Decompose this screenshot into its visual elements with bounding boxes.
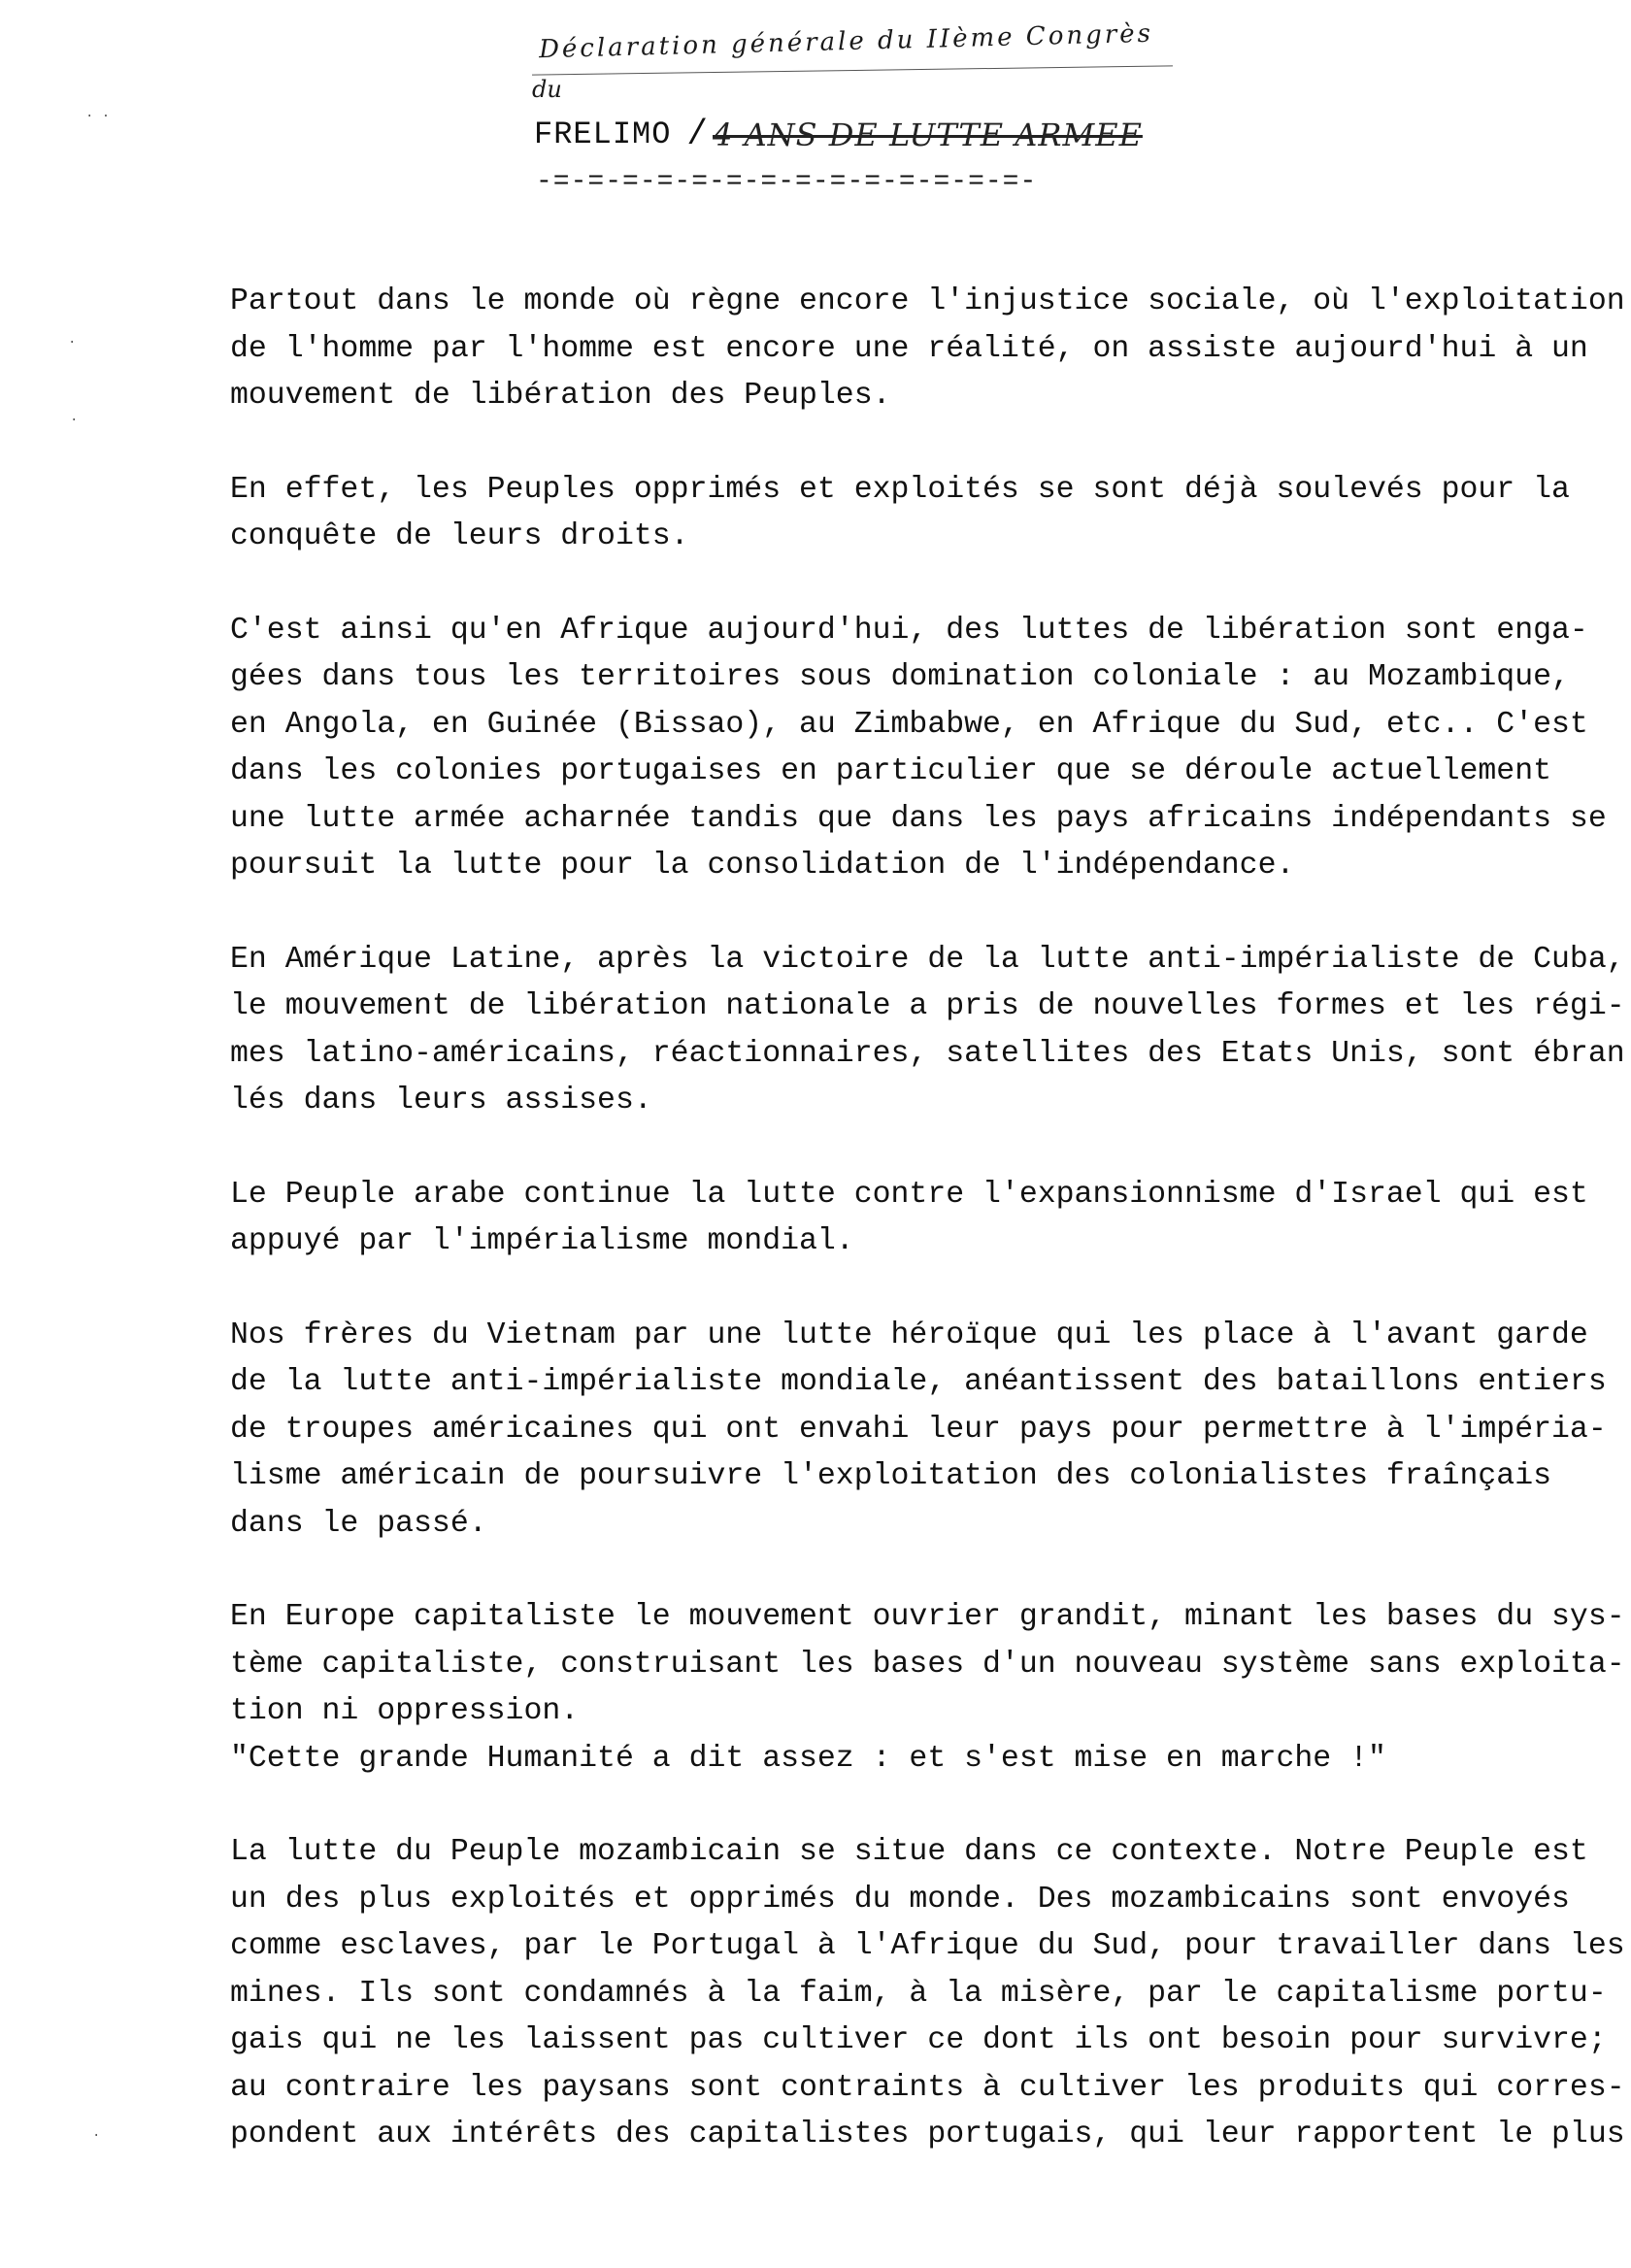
margin-mark: · · xyxy=(85,109,111,124)
paragraph xyxy=(230,467,1589,561)
text-line: au contraire les paysans sont contraints à cultiver les produits qui corres- xyxy=(230,2070,1625,2105)
handwritten-bracket: / xyxy=(686,115,710,154)
text-line: poursuit la lutte pour la consolidation de l'indépendance. xyxy=(230,849,1295,883)
paragraph xyxy=(230,1594,1625,1783)
paragraph xyxy=(230,1829,1625,2159)
heading-rule: -=-=-=-=-=-=-=-=-=-=-=-=-=-=- xyxy=(536,167,1038,197)
text-line: dans le passé. xyxy=(230,1506,487,1541)
text-line: comme esclaves, par le Portugal à l'Afrique du Sud, pour travailler dans les xyxy=(230,1929,1625,1963)
title-underline xyxy=(532,65,1173,75)
text-line: mines. Ils sont condamnés à la faim, à la misère, par le capitalisme portu- xyxy=(230,1976,1607,2011)
text-line: de l'homme par l'homme est encore une réalité, on assiste aujourd'hui à un xyxy=(230,331,1588,366)
document-heading xyxy=(534,115,1143,154)
text-line: de la lutte anti-impérialiste mondiale, anéantissent des bataillons entiers xyxy=(230,1365,1607,1399)
text-line: lisme américain de poursuivre l'exploitation des colonialistes fraînçais xyxy=(230,1459,1552,1493)
margin-mark: · xyxy=(68,335,77,350)
text-line: En Europe capitaliste le mouvement ouvrier grandit, minant les bases du sys- xyxy=(230,1600,1625,1634)
struck-heading-text: 4 ANS DE LUTTE ARMEE xyxy=(713,116,1143,153)
margin-mark: · xyxy=(70,413,79,428)
text-line: le mouvement de libération nationale a pris de nouvelles formes et les régi- xyxy=(230,989,1625,1023)
text-line: pondent aux intérêts des capitalistes portugais, qui leur rapportent le plus xyxy=(230,2118,1625,2151)
paragraph xyxy=(230,1313,1607,1549)
text-line: en Angola, en Guinée (Bissao), au Zimbabwe, en Afrique du Sud, etc.. C'est xyxy=(230,707,1588,742)
text-line: un des plus exploités et opprimés du monde. Des mozambicains sont envoyés xyxy=(230,1882,1570,1917)
paragraph xyxy=(230,1172,1589,1266)
document-body xyxy=(230,279,1625,2159)
organization-name: FRELIMO xyxy=(534,117,672,152)
text-line: mouvement de libération des Peuples. xyxy=(230,379,891,413)
handwritten-title: Déclaration générale du IIème Congrès xyxy=(538,18,1154,65)
handwritten-du: du xyxy=(532,76,562,103)
text-line: tème capitaliste, construisant les bases d'un nouveau système sans exploita- xyxy=(230,1647,1625,1682)
text-line: de troupes américaines qui ont envahi leur pays pour permettre à l'impéria- xyxy=(230,1412,1607,1447)
text-line: gais qui ne les laissent pas cultiver ce dont ils ont besoin pour survivre; xyxy=(230,2023,1607,2057)
text-line: tion ni oppression. xyxy=(230,1694,580,1728)
text-line: Partout dans le monde où règne encore l'injustice sociale, où l'exploitation xyxy=(230,284,1625,318)
margin-mark: · xyxy=(92,2128,101,2144)
paragraph xyxy=(230,937,1625,1125)
text-line: mes latino-américains, réactionnaires, satellites des Etats Unis, sont ébran xyxy=(230,1036,1625,1071)
paragraph xyxy=(230,279,1625,420)
text-line: appuyé par l'impérialisme mondial. xyxy=(230,1224,854,1258)
text-line: Le Peuple arabe continue la lutte contre l'expansionnisme d'Israel qui est xyxy=(230,1177,1588,1212)
text-line: En effet, les Peuples opprimés et exploités se sont déjà soulevés pour la xyxy=(230,472,1570,507)
text-line: conquête de leurs droits. xyxy=(230,519,689,553)
text-line: dans les colonies portugaises en particulier que se déroule actuellement xyxy=(230,754,1552,788)
text-line: une lutte armée acharnée tandis que dans les pays africains indépendants se xyxy=(230,801,1607,836)
text-line: gées dans tous les territoires sous domination coloniale : au Mozambique, xyxy=(230,660,1570,694)
text-line: Nos frères du Vietnam par une lutte héroïque qui les place à l'avant garde xyxy=(230,1317,1588,1352)
text-line: En Amérique Latine, après la victoire de la lutte anti-impérialiste de Cuba, xyxy=(230,942,1625,977)
text-line: La lutte du Peuple mozambicain se situe dans ce contexte. Notre Peuple est xyxy=(230,1835,1588,1869)
text-line: lés dans leurs assises. xyxy=(230,1084,652,1117)
text-line: "Cette grande Humanité a dit assez : et s'est mise en marche !" xyxy=(230,1741,1386,1776)
paragraph xyxy=(230,608,1607,890)
text-line: C'est ainsi qu'en Afrique aujourd'hui, des luttes de libération sont enga- xyxy=(230,613,1588,648)
